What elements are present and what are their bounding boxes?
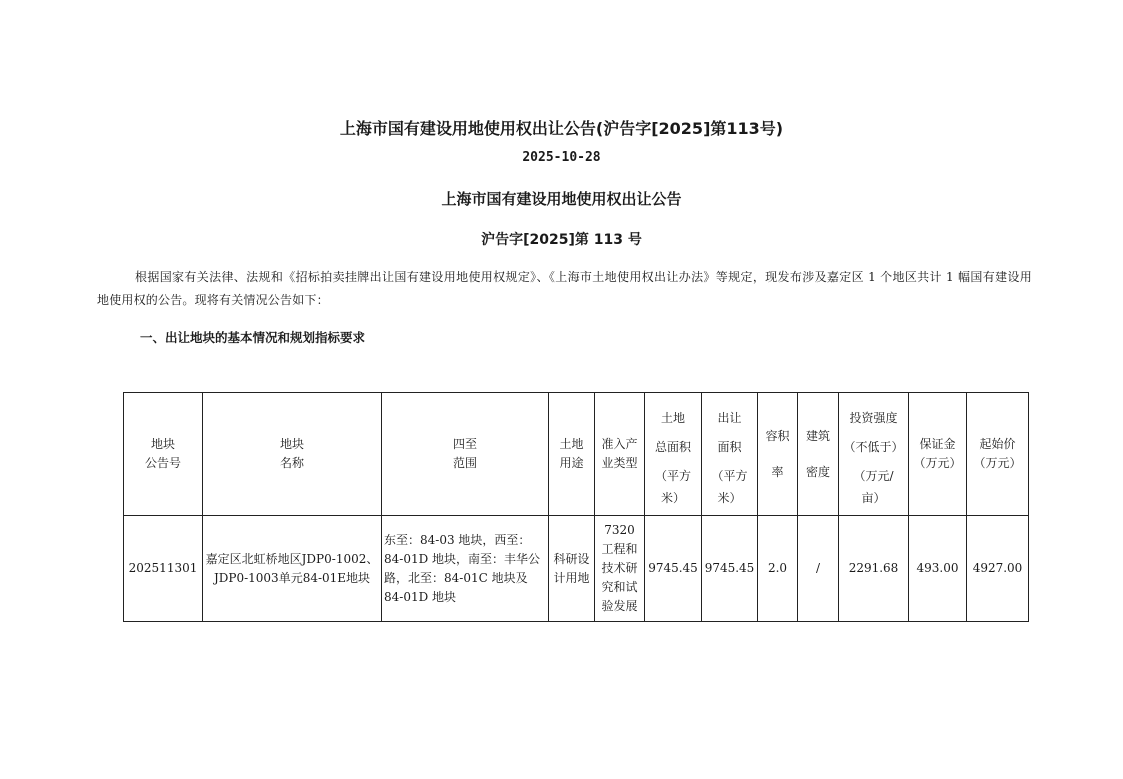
table-row <box>124 516 1029 622</box>
header-plot-name: 地块 名称 <box>203 393 382 516</box>
cell-far: 2.0 <box>758 516 798 622</box>
section-heading: 一、出让地块的基本情况和规划指标要求 <box>140 330 366 345</box>
header-total-area: 土地 总面积 （平方 米） <box>645 393 702 516</box>
cell-investment: 2291.68 <box>839 516 909 622</box>
header-investment: 投资强度 （不低于） （万元/ 亩） <box>839 393 909 516</box>
document-title: 上海市国有建设用地使用权出让公告 <box>441 190 682 208</box>
cell-industry: 7320 工程和技术研究和试验发展 <box>595 516 645 622</box>
cell-plot-no: 202511301 <box>124 516 203 622</box>
header-start-price: 起始价 （万元） <box>967 393 1029 516</box>
land-plot-table <box>123 392 1029 622</box>
header-plot-no: 地块 公告号 <box>124 393 203 516</box>
publish-date: 2025-10-28 <box>522 150 601 165</box>
header-density: 建筑 密度 <box>798 393 839 516</box>
header-land-use: 土地 用途 <box>549 393 595 516</box>
cell-start-price: 4927.00 <box>967 516 1029 622</box>
cell-deposit: 493.00 <box>909 516 967 622</box>
cell-sell-area: 9745.45 <box>702 516 758 622</box>
header-far: 容积 率 <box>758 393 798 516</box>
document-number: 沪告字[2025]第 113 号 <box>481 232 642 248</box>
intro-paragraph: 根据国家有关法律、法规和《招标拍卖挂牌出让国有建设用地使用权规定》、《上海市土地使用权出让办法》等规定，现发布涉及嘉定区 1 个地区共计 1 幅国有建设用地使用权的公告。现将有关情况公告如下： <box>97 270 1032 307</box>
header-sell-area: 出让 面积 （平方 米） <box>702 393 758 516</box>
announcement-title: 上海市国有建设用地使用权出让公告(沪告字[2025]第113号) <box>339 119 784 138</box>
cell-boundary: 东至：84-03 地块，西至：84-01D 地块，南至：丰华公路，北至：84-01C 地块及84-01D 地块 <box>382 516 549 622</box>
table-header-row <box>124 393 1029 516</box>
cell-land-use: 科研设计用地 <box>549 516 595 622</box>
header-deposit: 保证金 （万元） <box>909 393 967 516</box>
header-industry: 准入产业类型 <box>595 393 645 516</box>
cell-total-area: 9745.45 <box>645 516 702 622</box>
cell-plot-name: 嘉定区北虹桥地区JDP0-1002、JDP0-1003单元84-01E地块 <box>203 516 382 622</box>
header-boundary: 四至 范围 <box>382 393 549 516</box>
cell-density: / <box>798 516 839 622</box>
